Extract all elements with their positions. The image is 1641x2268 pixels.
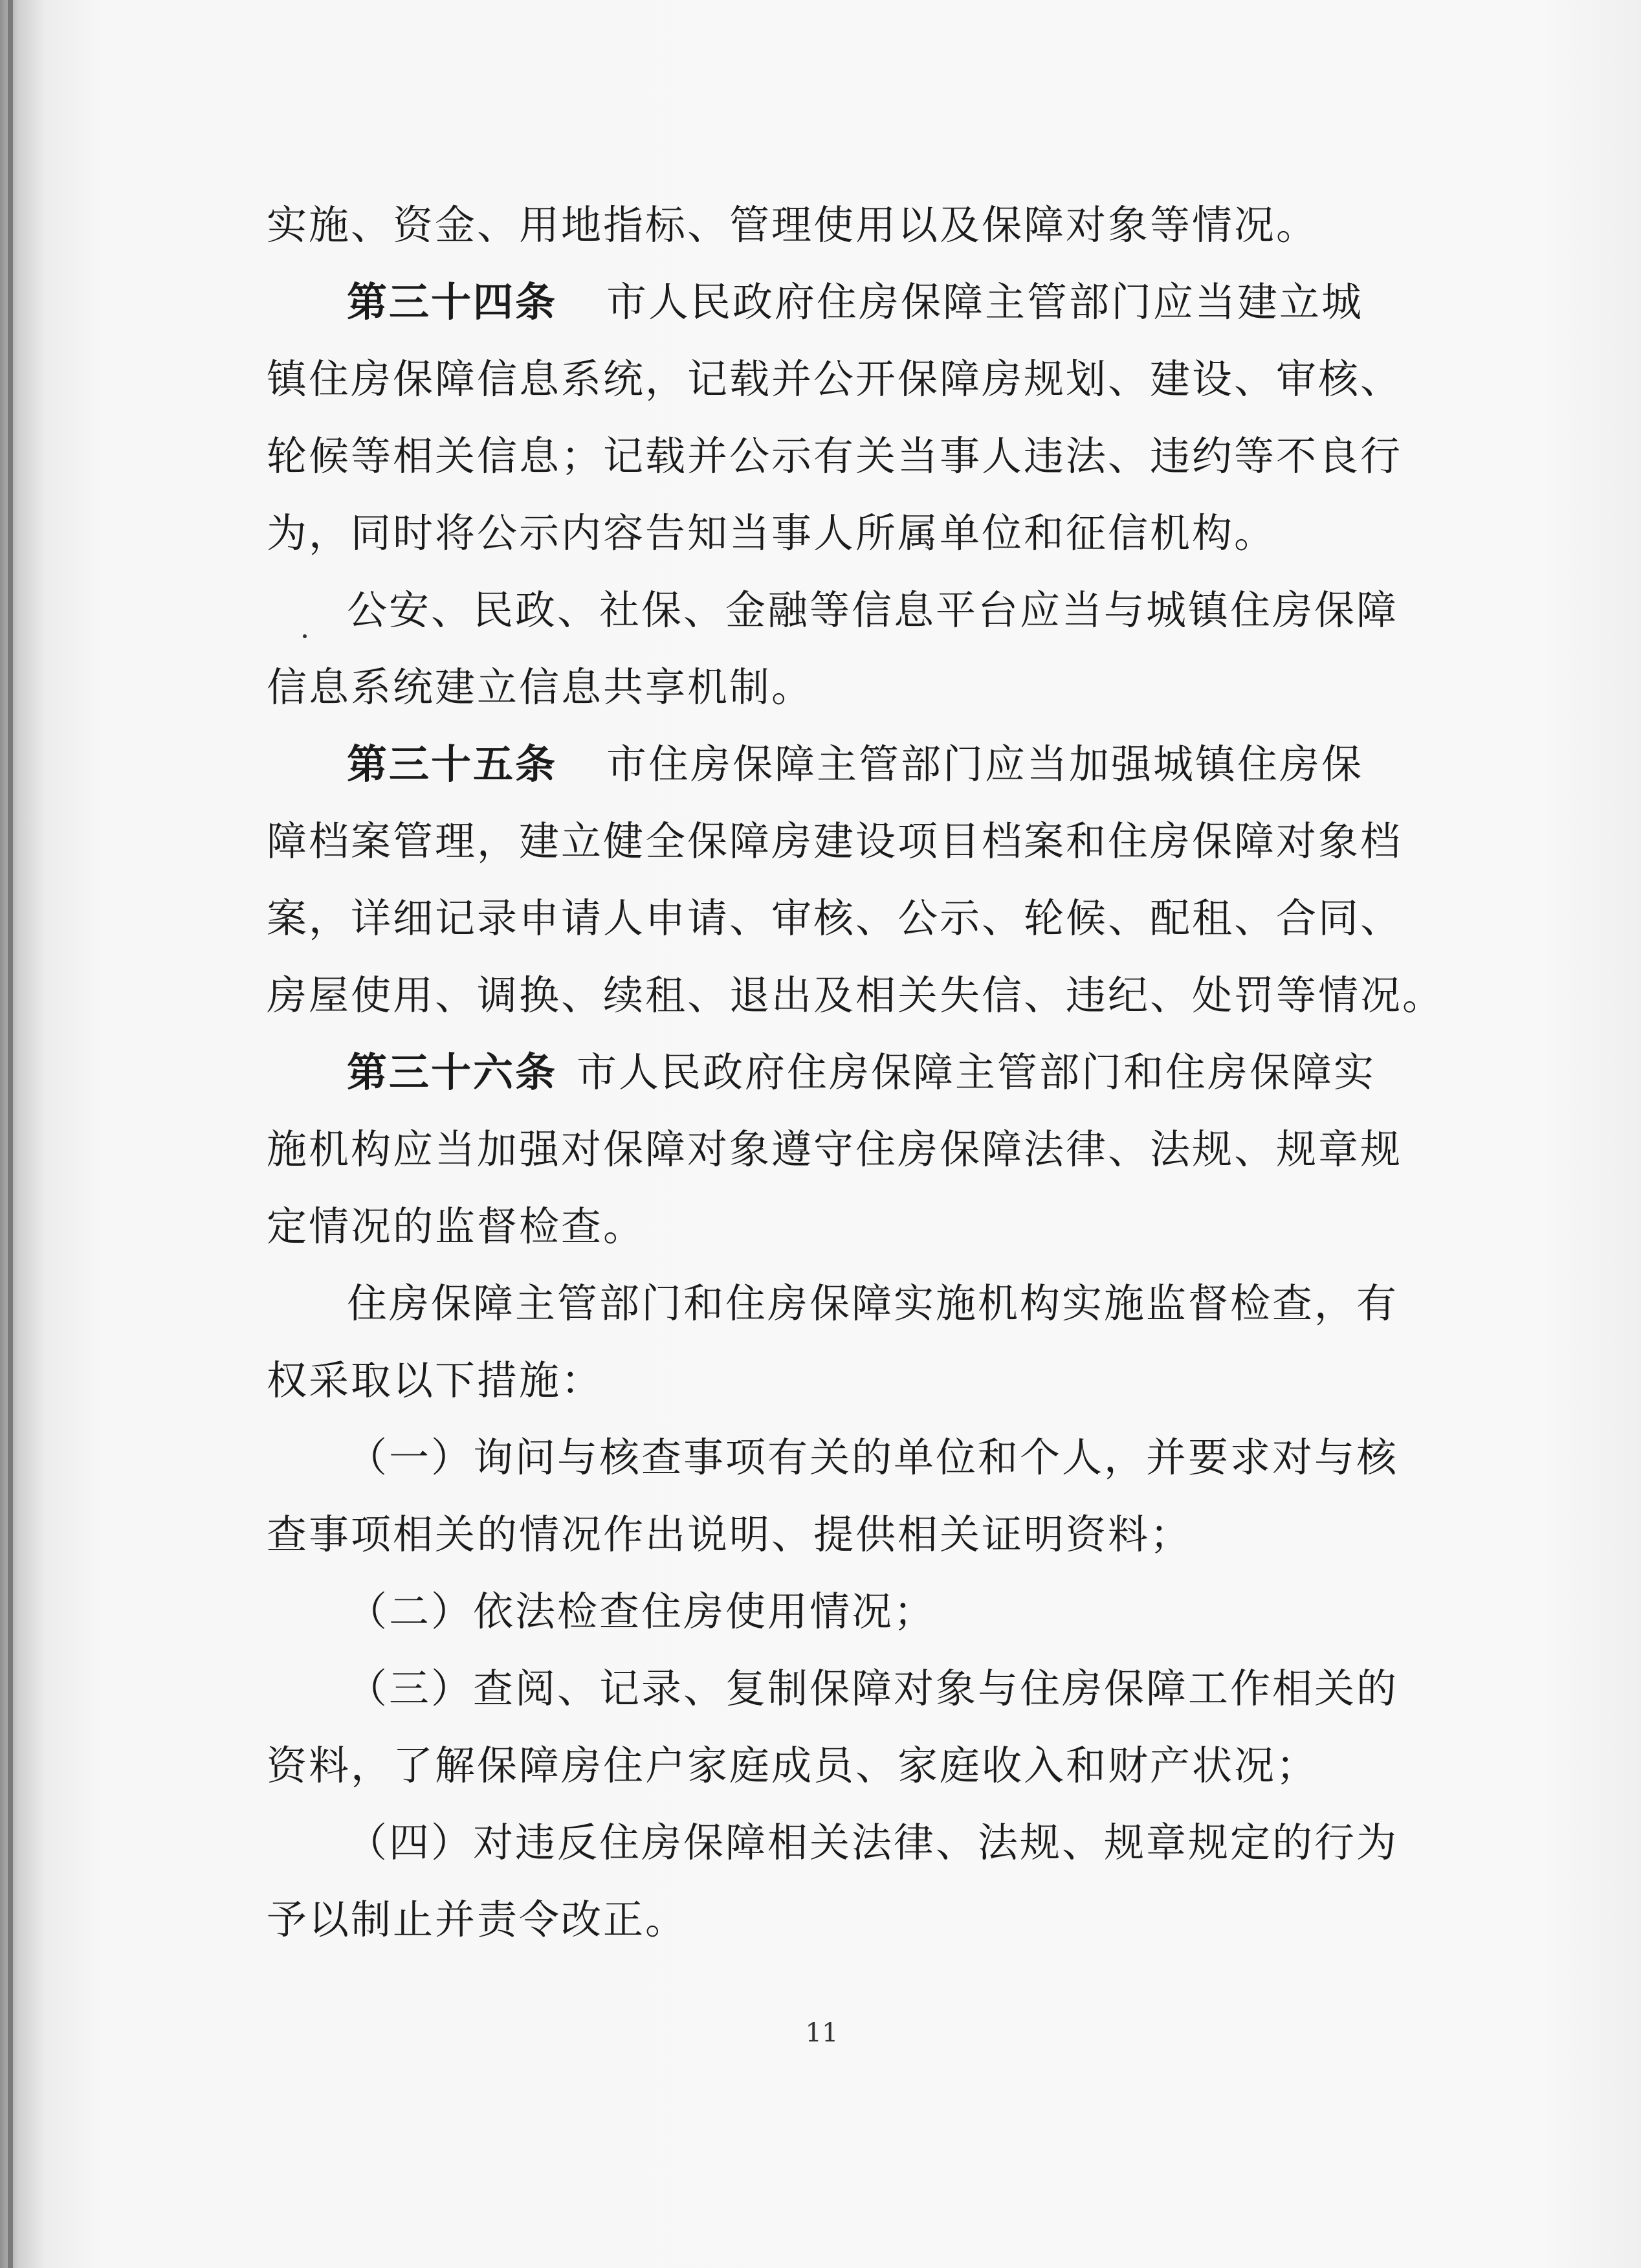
list-item: （二）依法检查住房使用情况； (347, 1588, 936, 1635)
list-item: （一）询问与核查事项有关的单位和个人，并要求对与核 (347, 1434, 1399, 1481)
body-line: 查事项相关的情况作出说明、提供相关证明资料； (267, 1511, 1193, 1558)
body-line: 房屋使用、调换、续租、退出及相关失信、违纪、处罚等情况。 (267, 972, 1445, 1019)
list-item: （三）查阅、记录、复制保障对象与住房保障工作相关的 (347, 1665, 1399, 1712)
body-line: 障档案管理，建立健全保障房建设项目档案和住房保障对象档 (267, 817, 1403, 865)
body-line: 予以制止并责令改正。 (267, 1896, 688, 1943)
page-binding-edge (8, 0, 13, 2268)
article-35-heading: 第三十五条 (347, 740, 558, 788)
body-line: 信息系统建立信息共享机制。 (267, 663, 814, 711)
article-36-text: 市人民政府住房保障主管部门和住房保障实 (577, 1049, 1376, 1096)
body-line: 实施、资金、用地指标、管理使用以及保障对象等情况。 (267, 201, 1319, 249)
body-line: 公安、民政、社保、金融等信息平台应当与城镇住房保障 (347, 586, 1399, 634)
article-35-line (267, 732, 1492, 797)
article-34-line (267, 270, 1492, 335)
body-line: 住房保障主管部门和住房保障实施机构实施监督检查，有 (347, 1280, 1399, 1327)
page-number: 11 (805, 2018, 839, 2048)
body-line: 案，详细记录申请人申请、审核、公示、轮候、配租、合同、 (267, 895, 1403, 942)
article-36-line (267, 1040, 1492, 1105)
article-36-heading: 第三十六条 (347, 1049, 558, 1096)
body-line: 为，同时将公示内容告知当事人所属单位和征信机构。 (267, 509, 1277, 557)
body-line: 权采取以下措施： (267, 1357, 604, 1404)
article-35-text: 市住房保障主管部门应当加强城镇住房保 (606, 740, 1364, 788)
list-item: （四）对违反住房保障相关法律、法规、规章规定的行为 (347, 1819, 1399, 1866)
body-line: 施机构应当加强对保障对象遵守住房保障法律、法规、规章规 (267, 1126, 1403, 1173)
article-34-heading: 第三十四条 (347, 278, 558, 326)
body-line: 轮候等相关信息；记载并公示有关当事人违法、违约等不良行 (267, 432, 1403, 480)
body-line: 镇住房保障信息系统，记载并公开保障房规划、建设、审核、 (267, 355, 1403, 403)
body-line: 定情况的监督检查。 (267, 1203, 646, 1250)
article-34-text: 市人民政府住房保障主管部门应当建立城 (606, 278, 1364, 326)
body-line: 资料，了解保障房住户家庭成员、家庭收入和财产状况； (267, 1742, 1319, 1789)
